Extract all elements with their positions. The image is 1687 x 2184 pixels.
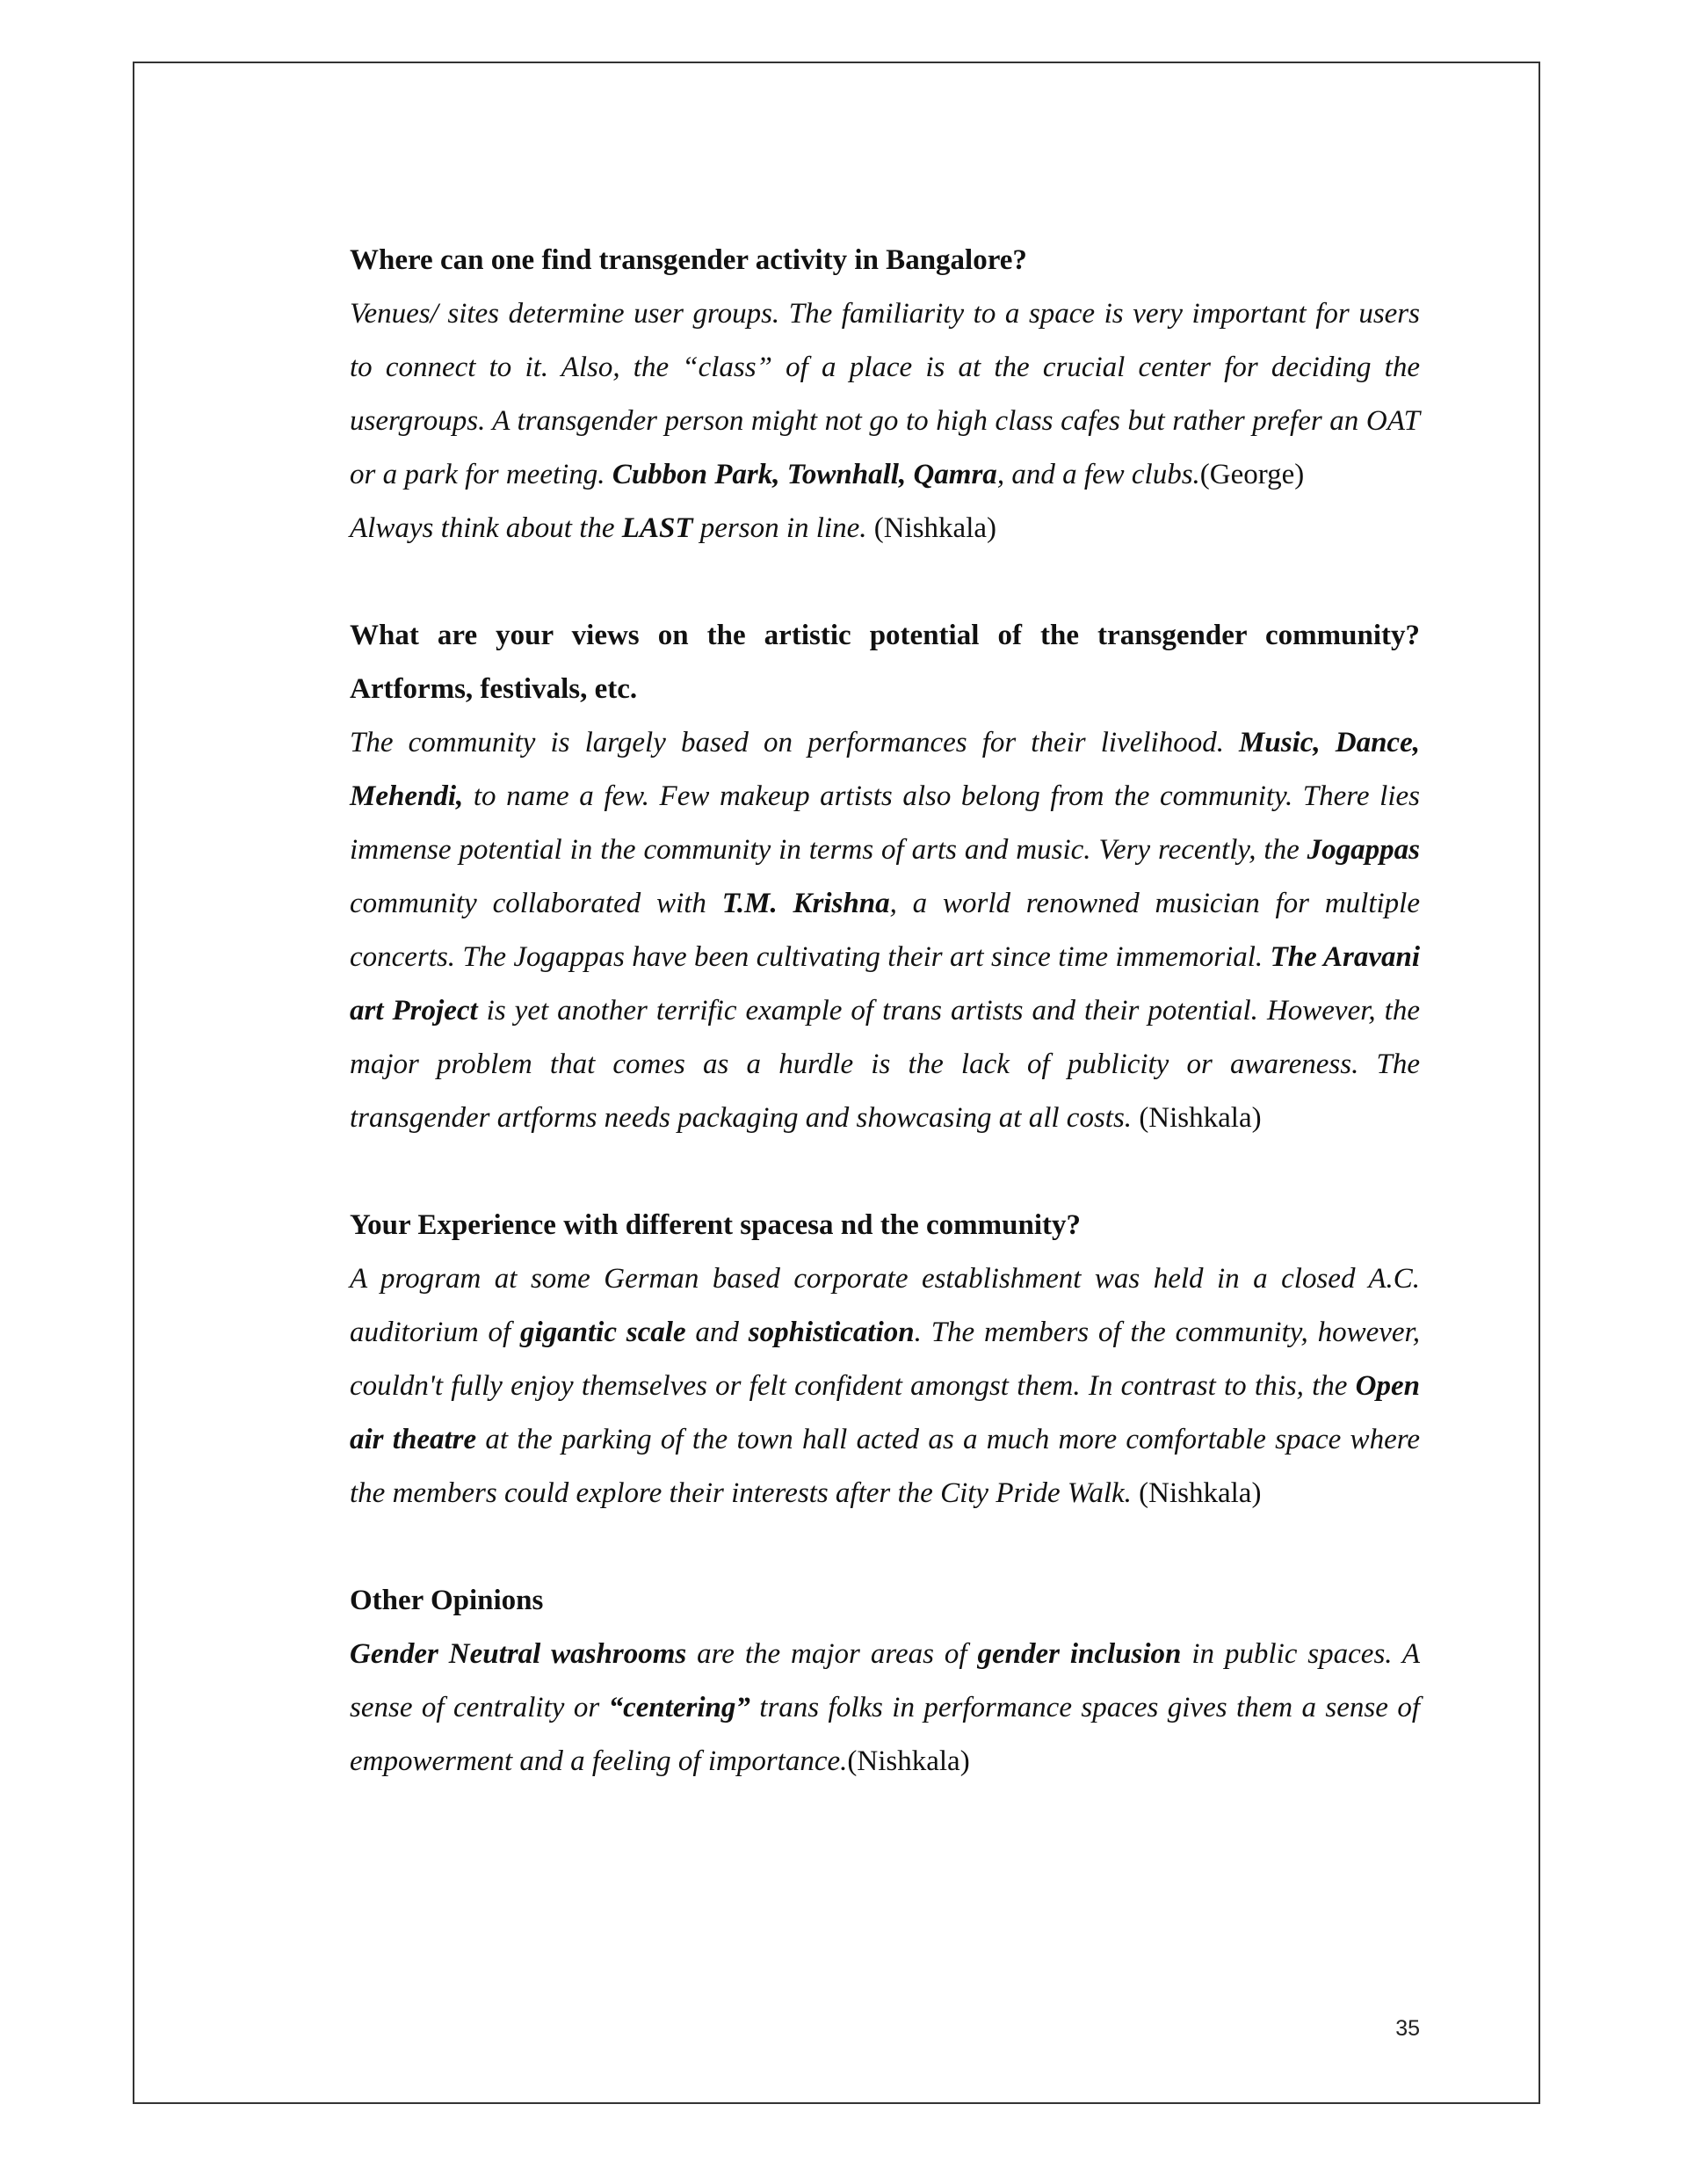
section-heading-other-opinions: Other Opinions: [350, 1585, 544, 1616]
emphasis-text: LAST: [621, 512, 693, 544]
answer-text: are the major areas of: [686, 1638, 978, 1670]
emphasis-text: “centering”: [608, 1692, 750, 1723]
section-spacer: [350, 1145, 1420, 1199]
emphasis-text: gigantic scale: [519, 1317, 686, 1348]
answer-paragraph-george: [350, 287, 1420, 502]
emphasis-text: Jogappas: [1307, 834, 1420, 866]
answer-text: and: [685, 1317, 749, 1348]
emphasis-text: gender inclusion: [977, 1638, 1182, 1670]
answer-text: in public spaces. A sense of centrality or: [350, 1638, 1421, 1723]
section-heading-experience: Your Experience with different spacesa nd the community?: [350, 1209, 1081, 1241]
source-attribution: (Nishkala): [866, 512, 997, 544]
answer-text: trans folks in performance spaces gives them a sense of empowerment and a feeling of importance.: [350, 1692, 1420, 1777]
answer-text: . The members of the community, however, couldn't fully enjoy themselves or felt confident amongst them. In contrast to this, the: [350, 1317, 1420, 1402]
page-number: 35: [1395, 2016, 1420, 2041]
answer-paragraph: [350, 1252, 1420, 1520]
emphasis-text: Open air theatre: [350, 1370, 1420, 1455]
emphasis-text: T.M. Krishna: [721, 888, 890, 919]
answer-text: Always think about the: [350, 512, 622, 544]
document-content: [350, 234, 1420, 1789]
answer-paragraph: [350, 716, 1420, 1145]
answer-text: , a world renowned musician for multiple concerts. The Jogappas have been cultivating their art since time immemorial.: [350, 888, 1420, 973]
emphasis-text: Music, Dance, Mehendi,: [350, 727, 1420, 812]
answer-text: , and a few clubs.: [996, 459, 1200, 490]
emphasis-text: Cubbon Park, Townhall, Qamra: [612, 459, 997, 490]
answer-paragraph: [350, 1628, 1420, 1789]
answer-text: is yet another terrific example of trans artists and their potential. However, the major problem that comes as a hurdle is the lack of publicity or awareness. The transgender artforms needs packaging and showcasing at all costs.: [350, 995, 1420, 1134]
source-attribution: (George): [1199, 459, 1305, 490]
answer-text: person in line.: [692, 512, 867, 544]
answer-text: at the parking of the town hall acted as a much more comfortable space where the members could explore their interests after the City Pride Walk.: [350, 1424, 1420, 1509]
section-heading-bangalore: Where can one find transgender activity in Bangalore?: [350, 244, 1027, 276]
section-spacer: [350, 555, 1420, 609]
source-attribution: (Nishkala): [1132, 1102, 1262, 1134]
emphasis-text: Gender Neutral washrooms: [350, 1638, 687, 1670]
section-heading-artistic-potential: What are your views on the artistic potential of the transgender community? Artforms, festivals, etc.: [350, 620, 1420, 705]
answer-text: community collaborated with: [350, 888, 722, 919]
emphasis-text: The Aravani art Project: [350, 941, 1420, 1027]
answer-text: to name a few. Few makeup artists also belong from the community. There lies immense potential in the community in terms of arts and music. Very recently, the: [350, 780, 1420, 866]
answer-text: A program at some German based corporate establishment was held in a closed A.C. auditorium of: [350, 1263, 1420, 1348]
answer-text: The community is largely based on performances for their livelihood.: [350, 727, 1240, 758]
answer-text: Venues/ sites determine user groups. The familiarity to a space is very important for users to connect to it. Also, the “class” of a place is at the crucial center for deciding the usergroups. A transgender person might not go to high class cafes but rather prefer an OAT or a park for meeting.: [350, 298, 1420, 490]
source-attribution: (Nishkala): [847, 1745, 970, 1777]
emphasis-text: sophistication: [748, 1317, 915, 1348]
section-spacer: [350, 1520, 1420, 1574]
answer-paragraph-nishkala: [350, 502, 1420, 555]
source-attribution: (Nishkala): [1131, 1477, 1262, 1509]
